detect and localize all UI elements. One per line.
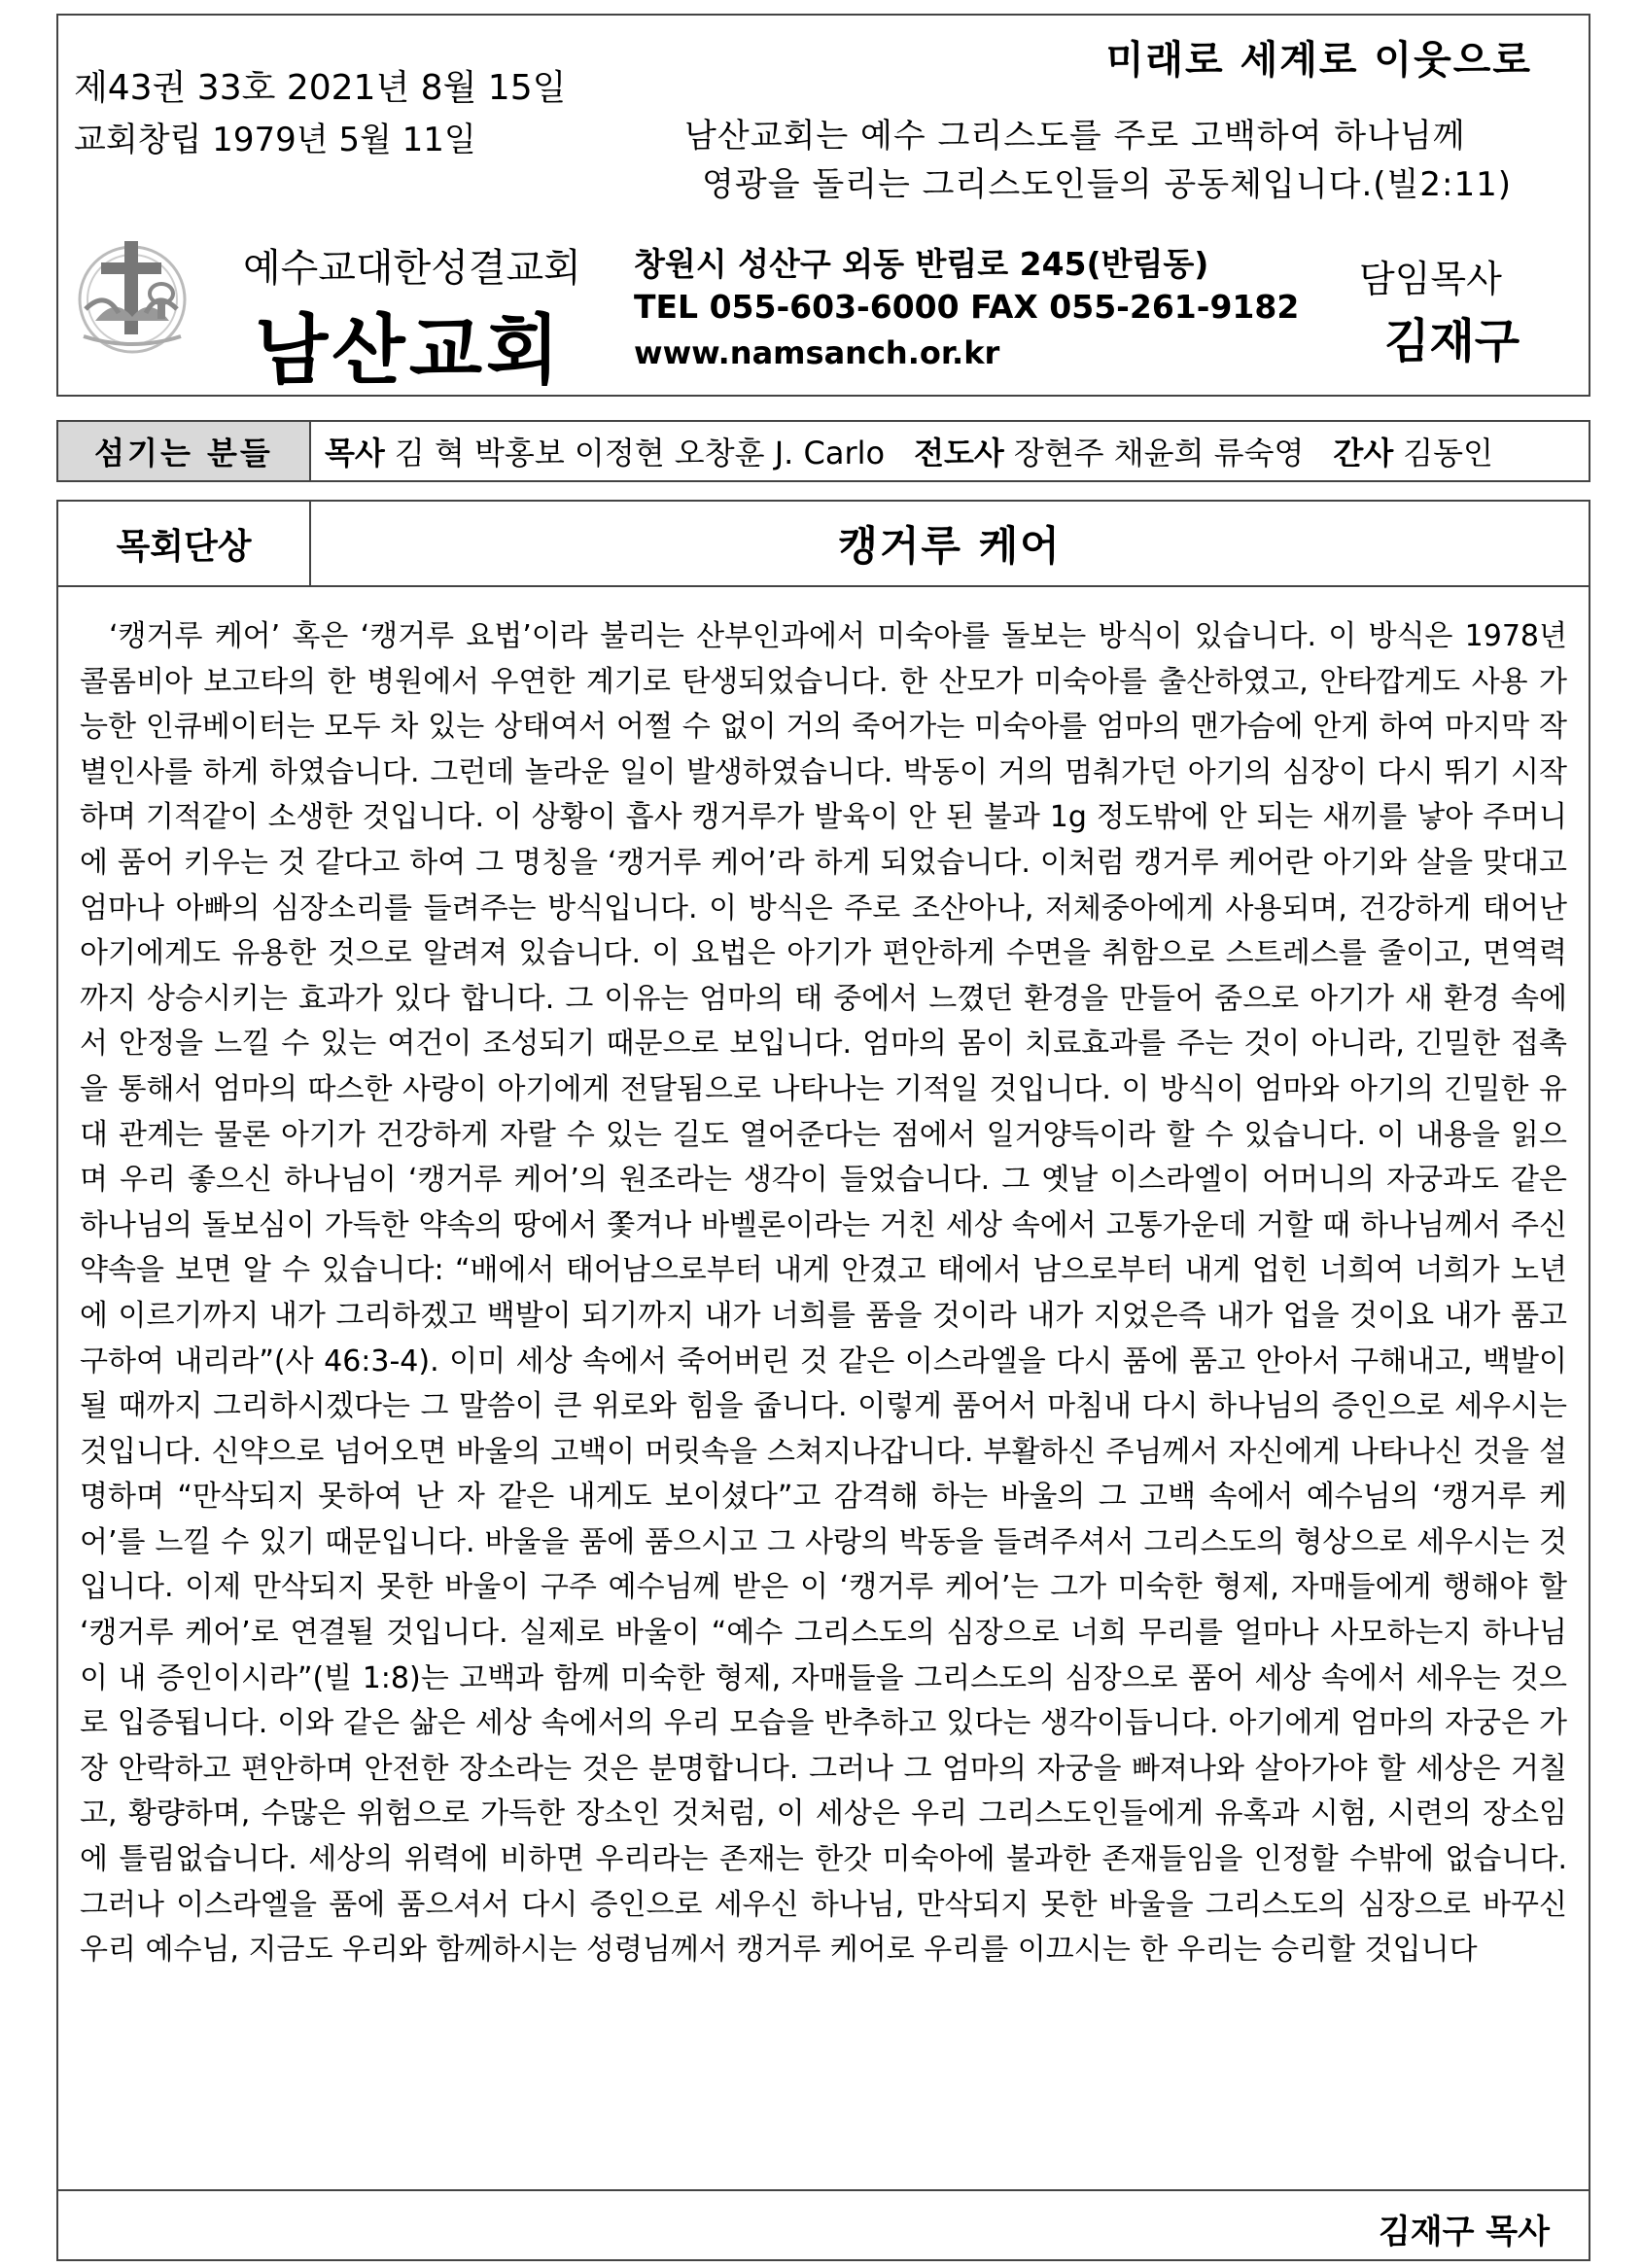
column-section-label: 목회단상 (58, 502, 311, 585)
minister-names: 김동인 (1403, 435, 1493, 471)
denomination: 예수교대한성결교회 (243, 246, 581, 291)
church-name: 남산교회 (255, 307, 564, 395)
column-body: ‘캥거루 케어’ 혹은 ‘캥거루 요법’이라 불리는 산부인과에서 미숙아를 돌보는 방식이 있습니다. 이 방식은 1978년 콜롬비아 보고타의 한 병원에서 우연한 계기로 탄생되었습니다. 한 산모가 미숙아를 출산하였고, 안타깝게도 사용 가능한 인큐베이터는 모두 차 있는 상태여서 어쩔 수 없이 거의 죽어가는 미숙아를 엄마의 맨가슴에 안게 하여 마지막 작별인사를 하게 하였습니다. 그런데 놀라운 일이 발생하였습니다. 박동이 거의 멈춰가던 아기의 심장이 다시 뛰기 시작하며 기적같이 소생한 것입니다. 이 상황이 흡사 캥거루가 발육이 안 된 불과 1g 정도밖에 안 되는 새끼를 낳아 주머니에 품어 키우는 것 같다고 하여 그 명칭을 ‘캥거루 케어’라 하게 되었습니다. 이처럼 캥거루 케어란 아기와 살을 맞대고 엄마나 아빠의 심장소리를 들려주는 방식입니다. 이 방식은 주로 조산아나, 저체중아에게 사용되며, 건강하게 태어난 아기에게도 유용한 것으로 알려져 있습니다. 이 요법은 아기가 편안하게 수면을 취함으로 스트레스를 줄이고, 면역력까지 상승시키는 효과가 있다 합니다. 그 이유는 엄마의 태 중에서 느꼈던 환경을 만들어 줌으로 아기가 새 환경 속에서 안정을 느낄 수 있는 여건이 조성되기 때문으로 보입니다. 엄마의 몸이 치료효과를 주는 것이 아니라, 긴밀한 접촉을 통해서 엄마의 따스한 사랑이 아기에게 전달됨으로 나타나는 기적일 것입니다. 이 방식이 엄마와 아기의 긴밀한 유대 관계는 물론 아기가 건강하게 자랄 수 있는 길도 열어준다는 점에서 일거양득이라 할 수 있습니다. 이 내용을 읽으며 우리 좋으신 하나님이 ‘캥거루 케어’의 원조라는 생각이 들었습니다. 그 옛날 이스라엘이 어머니의 자궁과도 같은 하나님의 돌보심이 가득한 약속의 땅에서 쫓겨나 바벨론이라는 거친 세상 속에서 고통가운데 거할 때 하나님께서 주신 약속을 보면 알 수 있습니다: “배에서 태어남으로부터 내게 안겼고 태에서 남으로부터 내게 업힌 너희여 너희가 노년에 이르기까지 내가 그리하겠고 백발이 되기까지 내가 너희를 품을 것이라 내가 지었은즉 내가 업을 것이요 내가 품고 구하여 내리라”(사 46:3-4). 이미 세상 속에서 죽어버린 것 같은 이스라엘을 다시 품에 품고 안아서 구해내고, 백발이 될 때까지 그리하시겠다는 그 말씀이 큰 위로와 힘을 줍니다. 이렇게 품어서 마침내 다시 하나님의 증인으로 세우시는 것입니다. 신약으로 넘어오면 바울의 고백이 머릿속을 스쳐지나갑니다. 부활하신 주님께서 자신에게 나타나신 것을 설명하며 “만삭되지 못하여 난 자 같은 내게도 보이셨다”고 감격해 하는 바울의 그 고백 속에서 예수님의 ‘캥거루 케어’를 느낄 수 있기 때문입니다. 바울을 품에 품으시고 그 사랑의 박동을 들려주셔서 그리스도의 형상으로 세우시는 것입니다. 이제 만삭되지 못한 바울이 구주 예수님께 받은 이 ‘캥거루 케어’는 그가 미숙한 형제, 자매들에게 행해야 할 ‘캥거루 케어’로 연결될 것입니다. 실제로 바울이 “예수 그리스도의 심장으로 너희 무리를 얼마나 사모하는지 하나님이 내 증인이시라”(빌 1:8)는 고백과 함께 미숙한 형제, 자매들을 그리스도의 심장으로 품어 세상 속에서 세우는 것으로 입증됩니다. 이와 같은 삶은 세상 속에서의 우리 모습을 반추하고 있다는 생각이듭니다. 아기에게 엄마의 자궁은 가장 안락하고 편안하며 안전한 장소라는 것은 분명합니다. 그러나 그 엄마의 자궁을 빠져나와 살아가야 할 세상은 거칠고, 황량하며, 수많은 위험으로 가득한 장소인 것처럼, 이 세상은 우리 그리스도인들에게 유혹과 시험, 시련의 장소임에 틀림없습니다. 세상의 위력에 비하면 우리라는 존재는 한갓 미숙아에 불과한 존재들임을 인정할 수밖에 없습니다. 그러나 이스라엘을 품에 품으셔서 다시 증인으로 세우신 하나님, 만삭되지 못한 바울을 그리스도의 심장으로 바꾸신 우리 예수님, 지금도 우리와 함께하시는 성령님께서 캥거루 케어로 우리를 이끄시는 한 우리는 승리할 것입니다 (80, 619, 1567, 1968)
minister-names: 김 혁 박홍보 이정현 오창훈 J. Carlo (394, 435, 886, 471)
senior-pastor-name: 김재구 (1384, 314, 1520, 368)
column-author: 김재구 목사 (1378, 2213, 1550, 2251)
founding-date: 교회창립 1979년 5월 11일 (74, 121, 476, 159)
issue-info: 제43권 33호 2021년 8월 15일 (74, 68, 567, 108)
minister-role: 목사 (325, 435, 385, 471)
minister-names: 장현주 채윤희 류숙영 (1013, 435, 1305, 471)
minister-role: 간사 (1333, 435, 1394, 471)
vision-statement-line1: 남산교회는 예수 그리스도를 주로 고백하여 하나님께 (684, 117, 1466, 156)
church-phone-fax: TEL 055-603-6000 FAX 055-261-9182 (634, 288, 1300, 326)
vision-statement-line2: 영광을 돌리는 그리스도인들의 공동체입니다.(빌2:11) (702, 165, 1512, 204)
church-address: 창원시 성산구 외동 반림로 245(반림동) (634, 245, 1209, 283)
ministers-label: 섬기는 분들 (58, 422, 311, 480)
column-header (58, 502, 1589, 587)
minister-role: 전도사 (914, 435, 1004, 471)
column-title: 캥거루 케어 (838, 522, 1062, 570)
ministers-list (311, 422, 1589, 480)
column-footer (58, 2189, 1589, 2259)
church-website[interactable]: www.namsanch.or.kr (634, 334, 1000, 371)
ministers-row (56, 420, 1590, 482)
slogan: 미래로 세계로 이웃으로 (1105, 38, 1532, 83)
church-logo-icon (76, 227, 191, 362)
senior-pastor-label: 담임목사 (1359, 258, 1502, 300)
pastoral-column (56, 500, 1590, 2261)
bulletin-header (56, 14, 1590, 397)
